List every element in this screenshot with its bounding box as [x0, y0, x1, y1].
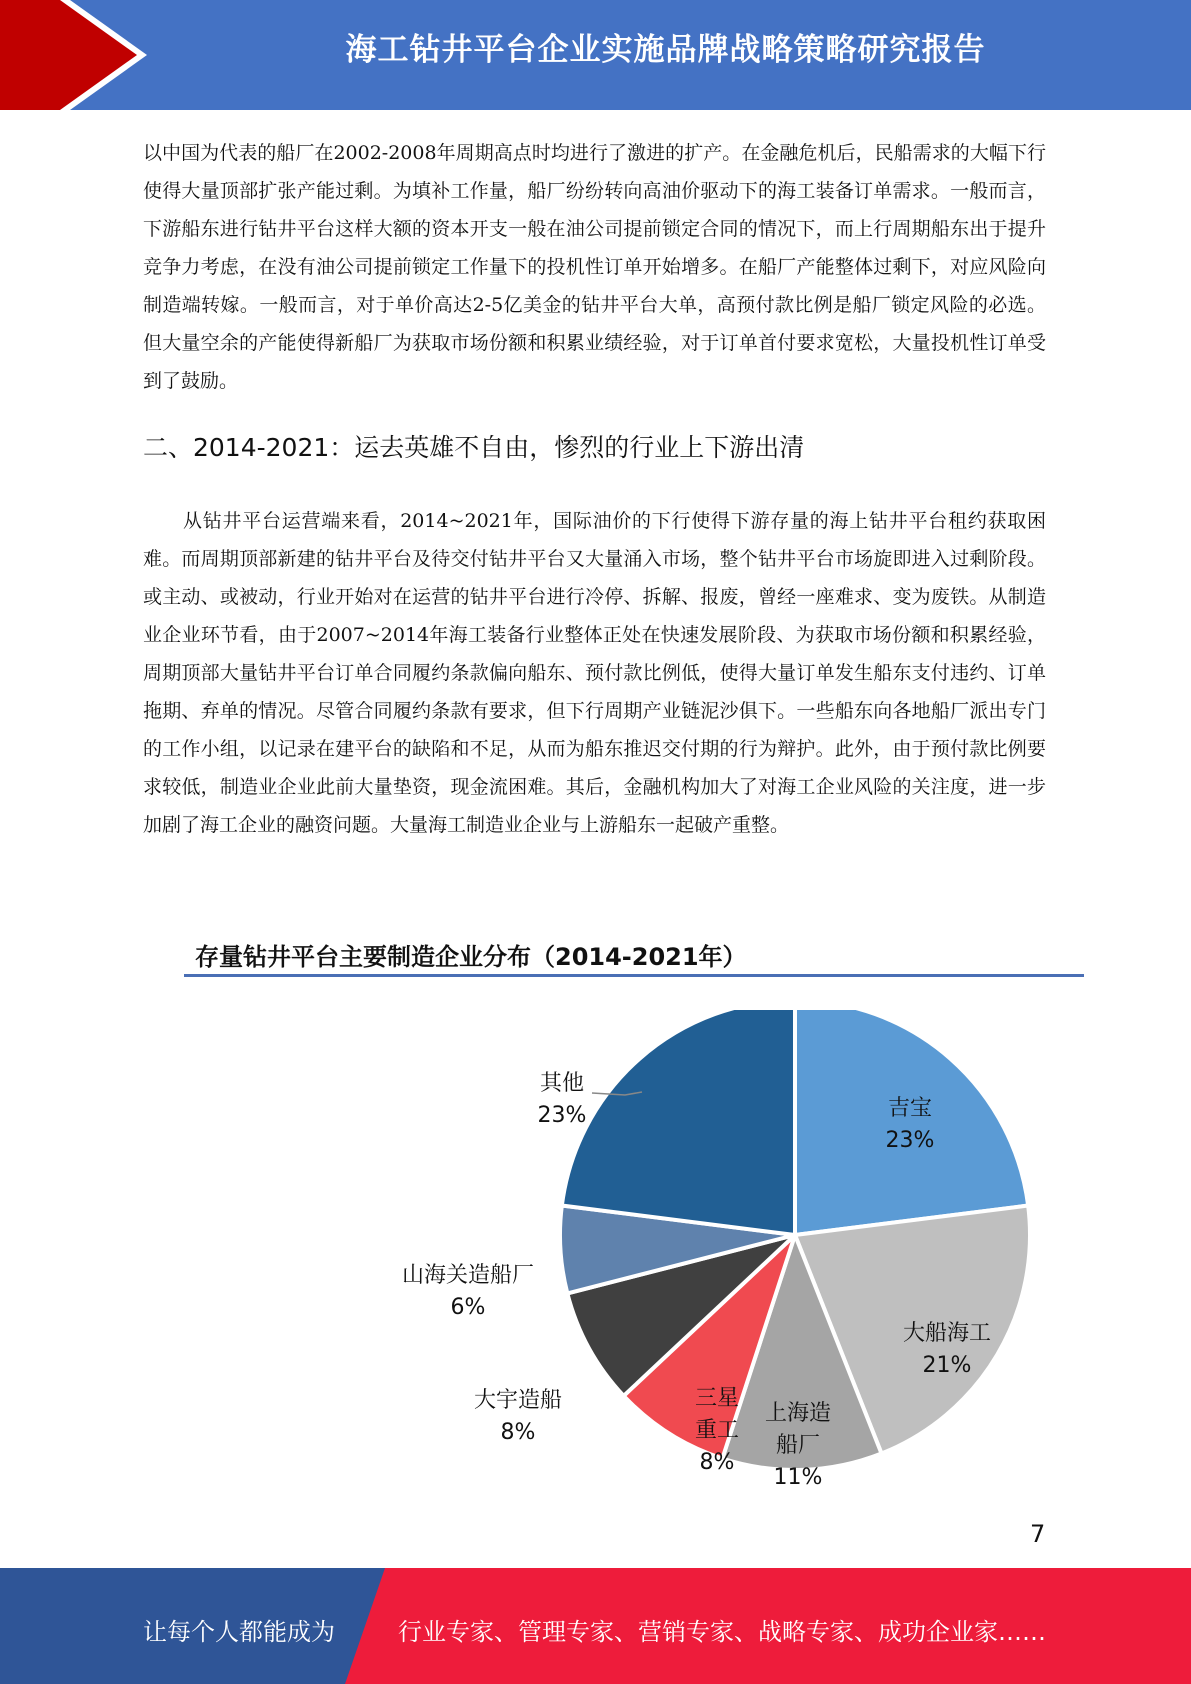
pie-slice-other [562, 1010, 795, 1235]
chart-title-underline [184, 974, 1084, 977]
pie-label-value-shanhaiguan: 6% [450, 1295, 486, 1320]
paragraph-expansion: 以中国为代表的船厂在2002-2008年周期高点时均进行了激进的扩产。在金融危机后，民船需求的大幅下行使得大量顶部扩张产能过剩。为填补工作量，船厂纷纷转向高油价驱动下的海工装备订单需求。一般而言，下游船东进行钻井平台这样大额的资本开支一般在油公司提前锁定合同的情况下，而上行周期船东出于提升竞争力考虑，在没有油公司提前锁定工作量下的投机性订单开始增多。在船厂产能整体过剩下，对应风险向制造端转嫁。一般而言，对于单价高达2-5亿美金的钻井平台大单，高预付款比例是船厂锁定风险的必选。但大量空余的产能使得新船厂为获取市场份额和积累业绩经验，对于订单首付要求宽松，大量投机性订单受到了鼓励。 [143, 142, 1046, 392]
pie-label-name-shanghai-2: 船厂 [775, 1433, 821, 1458]
pie-label-name-samsung-1: 三星 [694, 1386, 740, 1411]
pie-label-value-daewoo: 8% [500, 1420, 536, 1445]
report-title: 海工钻井平台企业实施品牌战略策略研究报告 [345, 32, 986, 68]
pie-label-value-samsung: 8% [699, 1450, 735, 1475]
pie-label-name-shanhaiguan: 山海关造船厂 [401, 1263, 535, 1288]
red-chevron-logo [0, 0, 160, 110]
pie-label-name-other: 其他 [539, 1071, 585, 1096]
pie-label-value-jibao: 23% [885, 1128, 935, 1153]
pie-label-value-shanghai: 11% [773, 1465, 823, 1490]
footer-slogan-right: 行业专家、管理专家、营销专家、战略专家、成功企业家…… [398, 1618, 1046, 1646]
footer-slogan-left: 让每个人都能成为 [143, 1618, 335, 1646]
pie-label-name-dachuan: 大船海工 [902, 1321, 992, 1346]
section-heading: 二、2014-2021：运去英雄不自由，惨烈的行业上下游出清 [143, 433, 805, 462]
pie-label-name-shanghai-1: 上海造 [764, 1401, 832, 1426]
pie-label-name-samsung-2: 重工 [694, 1418, 740, 1443]
page-number: 7 [1030, 1520, 1046, 1548]
chart-title: 存量钻井平台主要制造企业分布（2014-2021年） [195, 943, 747, 971]
pie-chart [380, 1010, 1060, 1530]
pie-slice-jibao [795, 1010, 1028, 1235]
paragraph-downturn: 从钻井平台运营端来看，2014~2021年，国际油价的下行使得下游存量的海上钻井平台租约获取困难。而周期顶部新建的钻井平台及待交付钻井平台又大量涌入市场，整个钻井平台市场旋即进入过剩阶段。或主动、或被动，行业开始对在运营的钻井平台进行冷停、拆解、报废，曾经一座难求、变为废铁。从制造业企业环节看，由于2007~2014年海工装备行业整体正处在快速发展阶段、为获取市场份额和积累经验，周期顶部大量钻井平台订单合同履约条款偏向船东、预付款比例低，使得大量订单发生船东支付违约、订单拖期、弃单的情况。尽管合同履约条款有要求，但下行周期产业链泥沙俱下。一些船东向各地船厂派出专门的工作小组，以记录在建平台的缺陷和不足，从而为船东推迟交付期的行为辩护。此外，由于预付款比例要求较低，制造业企业此前大量垫资，现金流困难。其后，金融机构加大了对海工企业风险的关注度，进一步加剧了海工企业的融资问题。大量海工制造业企业与上游船东一起破产重整。 [143, 510, 1046, 836]
header-bar [0, 0, 1191, 110]
pie-label-value-other: 23% [537, 1103, 587, 1128]
pie-label-value-dachuan: 21% [922, 1353, 972, 1378]
pie-label-name-daewoo: 大宇造船 [473, 1388, 563, 1413]
pie-label-name-jibao: 吉宝 [887, 1096, 933, 1121]
